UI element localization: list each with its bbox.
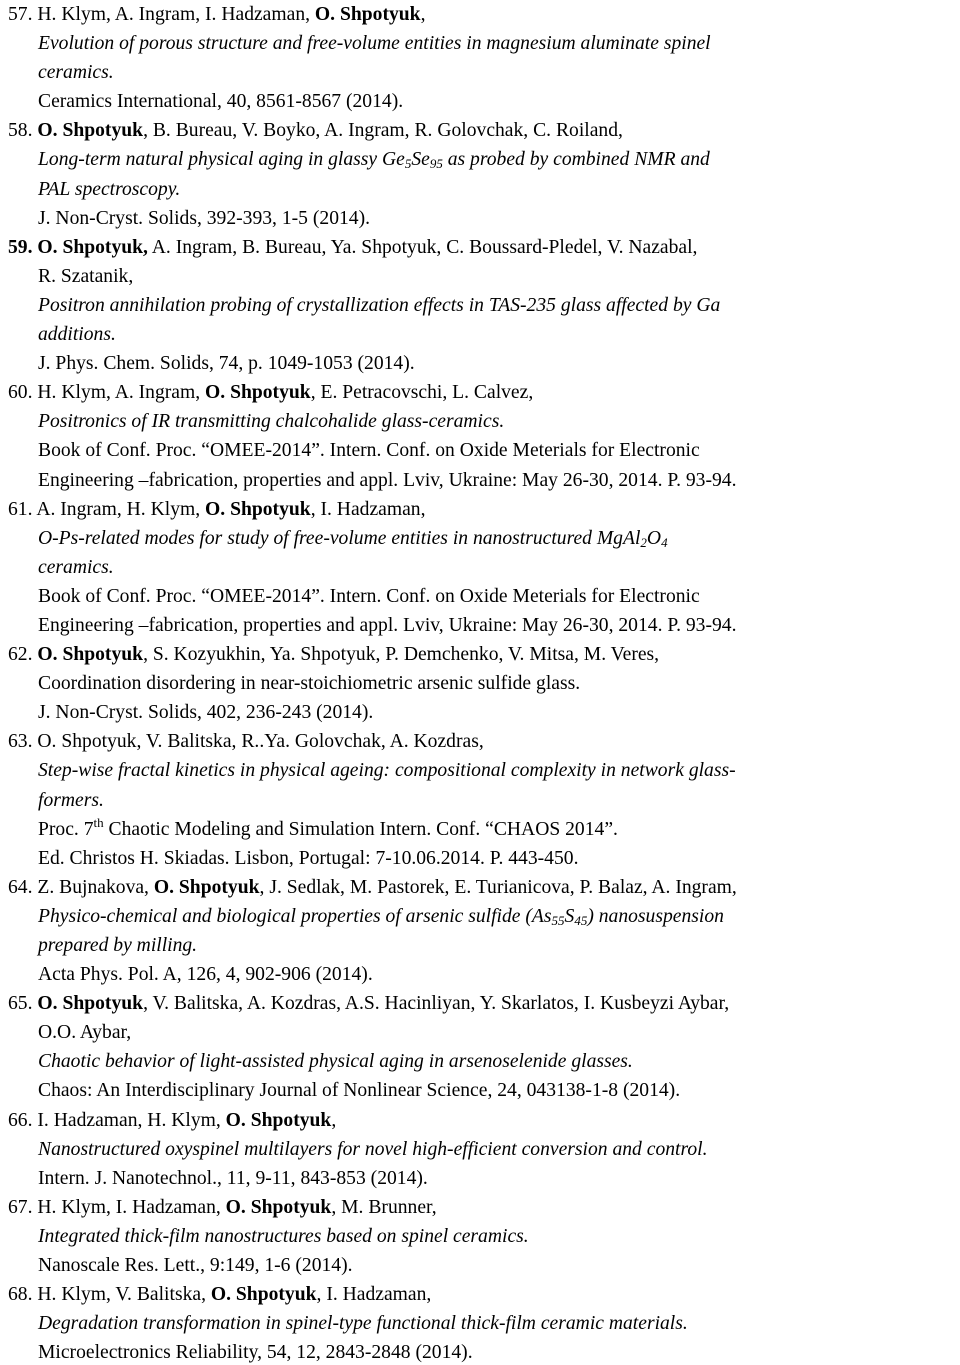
publication-entry-64 xyxy=(8,873,952,989)
entry-source-cont: Engineering –fabrication, properties and appl. Lviv, Ukraine: May 26-30, 2014. P. 93-94. xyxy=(38,614,737,636)
publication-entry-57 xyxy=(8,0,952,116)
entry-source: Book of Conf. Proc. “OMEE-2014”. Intern. Conf. on Oxide Meterials for Electronic xyxy=(38,440,700,462)
entry-title: Step-wise fractal kinetics in physical ageing: compositional complexity in network glass- xyxy=(38,760,736,782)
entry-authors-cont: O.O. Aybar, xyxy=(38,1022,132,1044)
entry-source: Microelectronics Reliability, 54, 12, 2843-2848 (2014). xyxy=(38,1342,473,1364)
entry-title: Integrated thick-film nanostructures based on spinel ceramics. xyxy=(38,1225,529,1247)
entry-title: Long-term natural physical aging in glassy $Ge_5Se_{95}$ as probed by combined NMR and xyxy=(38,149,710,172)
entry-source: Intern. J. Nanotechnol., 11, 9-11, 843-853 (2014). xyxy=(38,1167,428,1189)
entry-title: O-Ps-related modes for study of free-volume entities in nanostructured $MgAl_2O_4$ xyxy=(38,527,668,550)
entry-source: Book of Conf. Proc. “OMEE-2014”. Intern. Conf. on Oxide Meterials for Electronic xyxy=(38,585,700,607)
entry-authors: 64. Z. Bujnakova, O. Shpotyuk, J. Sedlak, M. Pastorek, E. Turianicova, P. Balaz, A. Ingram, xyxy=(8,876,737,898)
entry-authors: 59. O. Shpotyuk, A. Ingram, B. Bureau, Ya. Shpotyuk, C. Boussard-Pledel, V. Nazabal, xyxy=(8,236,698,258)
entry-source: Ceramics International, 40, 8561-8567 (2014). xyxy=(38,91,404,113)
entry-source: J. Non-Cryst. Solids, 392-393, 1-5 (2014). xyxy=(38,207,371,229)
entry-authors: 58. O. Shpotyuk, B. Bureau, V. Boyko, A. Ingram, R. Golovchak, C. Roiland, xyxy=(8,120,623,142)
entry-title: Chaotic behavior of light-assisted physical aging in arsenoselenide glasses. xyxy=(38,1051,633,1073)
entry-source: Proc. 7th Chaotic Modeling and Simulation Intern. Conf. “CHAOS 2014”. xyxy=(38,814,618,840)
entry-authors: 66. I. Hadzaman, H. Klym, O. Shpotyuk, xyxy=(8,1109,337,1131)
publication-entry-62 xyxy=(8,640,952,727)
entry-title: Coordination disordering in near-stoichiometric arsenic sulfide glass. xyxy=(38,673,581,695)
entry-source-cont: Engineering –fabrication, properties and appl. Lviv, Ukraine: May 26-30, 2014. P. 93-94. xyxy=(38,469,737,491)
publication-entry-60 xyxy=(8,378,952,494)
entry-source: J. Non-Cryst. Solids, 402, 236-243 (2014). xyxy=(38,702,374,724)
entry-authors: 60. H. Klym, A. Ingram, O. Shpotyuk, E. Petracovschi, L. Calvez, xyxy=(8,382,534,404)
entry-title: Positron annihilation probing of crystallization effects in TAS-235 glass affected by Ga xyxy=(38,294,721,316)
entry-authors: 65. O. Shpotyuk, V. Balitska, A. Kozdras, A.S. Hacinliyan, Y. Skarlatos, I. Kusbeyzi Aybar, xyxy=(8,993,730,1015)
publication-entry-63 xyxy=(8,727,952,872)
entry-authors: 67. H. Klym, I. Hadzaman, O. Shpotyuk, M. Brunner, xyxy=(8,1196,437,1218)
entry-authors: 57. H. Klym, A. Ingram, I. Hadzaman, O. Shpotyuk, xyxy=(8,4,426,25)
publication-entry-61 xyxy=(8,495,952,640)
publication-entry-66 xyxy=(8,1106,952,1193)
entry-source: Nanoscale Res. Lett., 9:149, 1-6 (2014). xyxy=(38,1255,353,1277)
entry-title-cont: formers. xyxy=(38,789,104,811)
publication-entry-68 xyxy=(8,1280,952,1365)
entry-source-cont: Ed. Christos H. Skiadas. Lisbon, Portugal: 7-10.06.2014. P. 443-450. xyxy=(38,847,579,869)
entry-title: Nanostructured oxyspinel multilayers for novel high-efficient conversion and control. xyxy=(38,1138,708,1160)
entry-title: Physico-chemical and biological properties of arsenic sulfide $(As_{55}S_{45})$ nanosuspension xyxy=(38,905,724,928)
publication-entry-58 xyxy=(8,116,952,232)
entry-title-cont: additions. xyxy=(38,324,116,346)
entry-title-cont: ceramics. xyxy=(38,62,114,84)
entry-authors: 68. H. Klym, V. Balitska, O. Shpotyuk, I. Hadzaman, xyxy=(8,1284,432,1306)
entry-source: J. Phys. Chem. Solids, 74, p. 1049-1053 (2014). xyxy=(38,353,415,375)
entry-source: Chaos: An Interdisciplinary Journal of Nonlinear Science, 24, 043138-1-8 (2014). xyxy=(38,1080,681,1102)
entry-title-cont: ceramics. xyxy=(38,556,114,578)
publication-entry-67 xyxy=(8,1193,952,1280)
entry-title: Positronics of IR transmitting chalcohalide glass-ceramics. xyxy=(38,411,505,433)
entry-authors: 61. A. Ingram, H. Klym, O. Shpotyuk, I. Hadzaman, xyxy=(8,498,426,520)
entry-title-cont: PAL spectroscopy. xyxy=(38,178,181,200)
entry-title: Degradation transformation in spinel-type functional thick-film ceramic materials. xyxy=(38,1313,688,1335)
entry-authors: 63. O. Shpotyuk, V. Balitska, R..Ya. Golovchak, A. Kozdras, xyxy=(8,731,484,753)
entry-authors: 62. O. Shpotyuk, S. Kozyukhin, Ya. Shpotyuk, P. Demchenko, V. Mitsa, M. Veres, xyxy=(8,644,660,666)
publication-entry-65 xyxy=(8,989,952,1105)
publication-entry-59 xyxy=(8,233,952,378)
entry-title: Evolution of porous structure and free-volume entities in magnesium aluminate spinel xyxy=(38,33,711,55)
entry-title-cont: prepared by milling. xyxy=(38,935,198,956)
entry-source: Acta Phys. Pol. A, 126, 4, 902-906 (2014). xyxy=(38,964,373,986)
entry-authors-cont: R. Szatanik, xyxy=(38,265,134,287)
